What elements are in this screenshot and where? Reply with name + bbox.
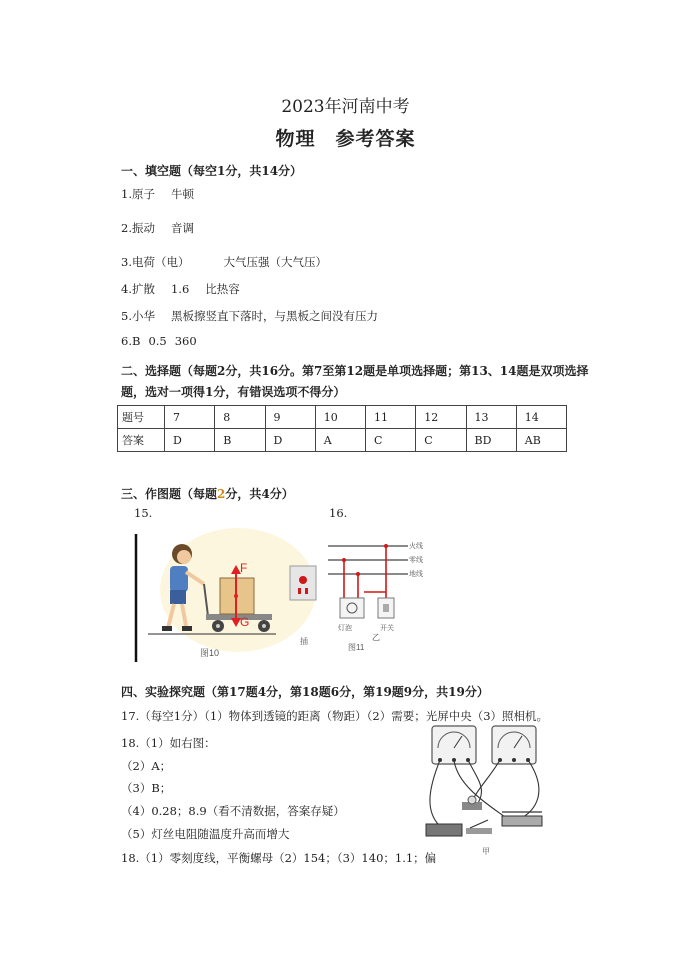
switch-symbol [383,604,389,612]
table-row [118,406,567,429]
section4-heading: 四、实验探究题（第17题4分，第18题6分，第19题9分，共19分） [121,685,489,699]
answer-5 [121,308,378,324]
heading-points: 2 [217,487,226,501]
answer-blank: 牛顿 [170,187,194,201]
question-number: 9 [265,406,315,429]
question-number: 11 [366,406,416,429]
answer-blank: 360 [174,334,197,348]
answer-6 [121,334,197,348]
row-label: 题号 [118,406,165,429]
answer-3 [121,254,327,270]
force-origin [234,594,238,598]
figure16-part-label: 乙 [372,633,380,642]
heading-text: 分，共4分） [225,487,294,501]
answer-blank: 扩散 [131,282,155,296]
answer-number: 1. [121,187,132,201]
answer-blank: 小华 [131,309,155,323]
answer-blank: 振动 [131,221,155,235]
answer-blank: 原子 [131,187,155,201]
answer-blank: B [131,334,141,348]
device-label: 灯泡 [338,625,352,632]
answer-cell: D [265,429,315,452]
device-label: 开关 [380,625,394,632]
answer-18-part1: 18.（1）如右图： [121,736,216,750]
answer-2 [121,220,194,236]
answer-number: 4. [121,282,132,296]
row-label: 答案 [118,429,165,452]
question-number: 13 [466,406,516,429]
answer-18-part4: （4）0.28；8.9（看不清数据，答案存疑） [121,804,345,818]
circuit-caption: 甲 [482,847,490,856]
wire-label: 地线 [409,571,423,578]
wire-label: 零线 [409,557,423,564]
circuit-wires [430,760,539,824]
answer-18-part3: （3）B； [121,781,172,795]
figure15-label: 15. [134,506,153,520]
figure16-caption: 图11 [348,643,365,652]
section1-heading: 一、填空题（每空1分，共14分） [121,164,303,178]
answer-blank: 黑板擦竖直下落时，与黑板之间没有压力 [170,309,378,323]
answer-blank: 1.6 [170,282,190,296]
answer-number: 3. [121,255,132,269]
lamp-box [340,598,364,618]
figure15-caption: 图10 [200,648,220,658]
answer-cell: C [416,429,466,452]
wire-label: 火线 [409,543,423,550]
section2-heading-line2: 题，选对一项得1分，有错误选项不得分） [121,385,346,399]
question-number: 14 [516,406,566,429]
rheostat [502,812,542,826]
answer-number: 6. [121,334,132,348]
question-number: 8 [215,406,265,429]
heading-text: 三、作图题（每题 [121,487,218,501]
voltmeter [492,726,536,764]
force-f-label: F [240,561,248,575]
answer-cell: C [366,429,416,452]
question-number: 12 [416,406,466,429]
answer-cell: D [165,429,215,452]
answer-blank: 大气压强（大气压） [223,255,327,269]
question-number: 7 [165,406,215,429]
answer-cell: A [315,429,365,452]
switch [466,820,492,834]
answer-blank: 电荷（电） [131,255,190,269]
section3-heading [121,485,294,502]
figure16-label: 16. [329,506,348,520]
answer-subtitle: 物理 参考答案 [275,128,416,150]
answer-18-part5: （5）灯丝电阻随温度升高而增大 [121,827,290,841]
figure16-diagram [288,532,438,656]
wall-socket [290,566,316,600]
circuit-diagram [418,720,558,860]
force-g-label: G [240,615,250,629]
answer-17: 17.（每空1分）（1）物体到透镜的距离（物距）（2）需要；光屏中央（3）照相机。 [121,709,549,723]
socket-caption: 插 [300,637,308,646]
circuit-connections [342,544,388,602]
answer-cell: BD [466,429,516,452]
answer-number: 2. [121,221,132,235]
answer-18-part2: （2）A； [121,759,172,773]
answer-1 [121,186,194,202]
answer-cell: B [215,429,265,452]
answer-table [117,405,567,452]
answer-blank: 音调 [170,221,194,235]
table-row [118,429,567,452]
question-number: 10 [315,406,365,429]
battery-box [426,824,462,836]
answer-blank: 比热容 [205,282,240,296]
answer-cell: AB [516,429,566,452]
answer-blank: 0.5 [148,334,167,348]
section2-heading-line1: 二、选择题（每题2分，共16分。第7至第12题是单项选择题；第13、14题是双项选择 [121,364,589,378]
ammeter [432,726,476,764]
answer-19: 18.（1）零刻度线，平衡螺母（2）154；（3）140；1.1；偏 [121,851,437,865]
answer-4 [121,281,240,297]
answer-number: 5. [121,309,132,323]
exam-title: 2023年河南中考 [281,97,410,117]
